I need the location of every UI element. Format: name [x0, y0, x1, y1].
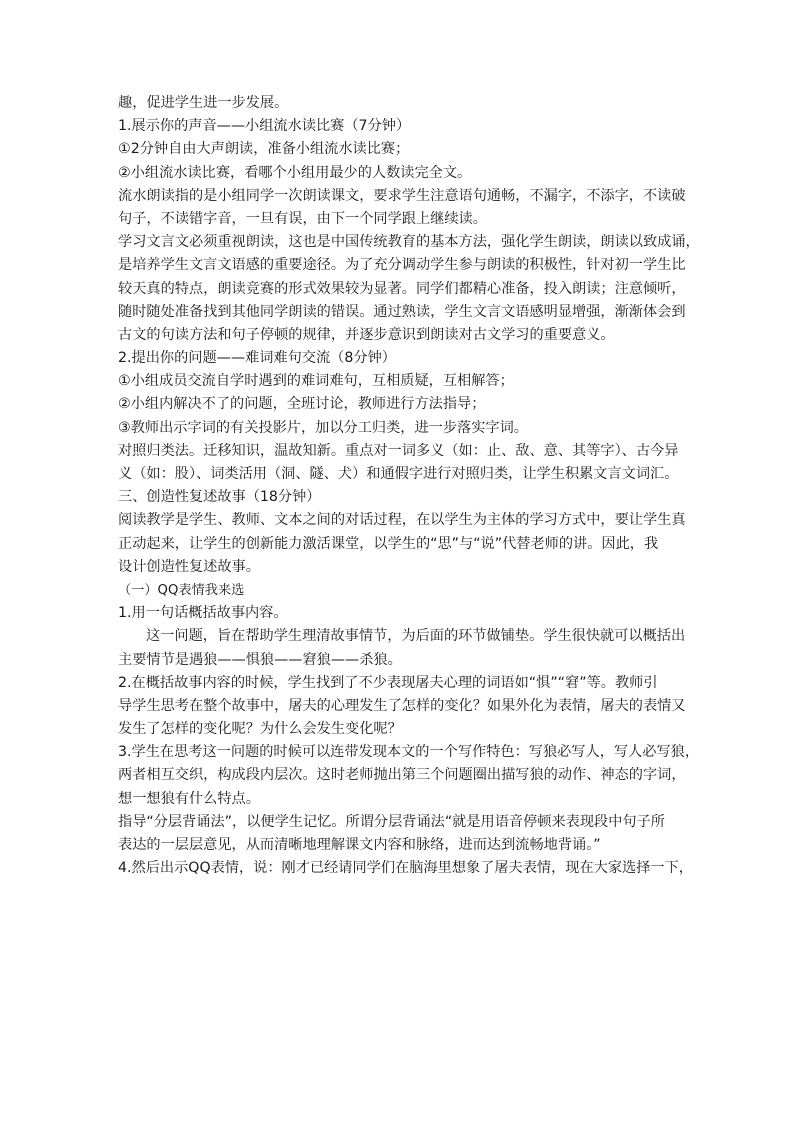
text-line: 趣，促进学生进一步发展。: [118, 95, 289, 111]
text-line: 是培养学生文言文语感的重要途径。为了充分调动学生参与朗读的积极性，针对初一学生比: [118, 257, 686, 274]
list-item-line: ③教师出示字词的有关投影片，加以分工归类，进一步落实字词。: [118, 419, 528, 436]
list-item-line: 1.用一句话概括故事内容。: [118, 605, 288, 622]
section-heading-line: 1.展示你的声音——小组流水读比赛（7分钟）: [118, 118, 411, 135]
text-line: 设计创造性复述故事。: [118, 558, 260, 575]
text-line: 句子，不读错字音，一旦有误，由下一个同学跟上继续读。: [118, 210, 487, 227]
text-line: 古文的句读方法和句子停顿的规律，并逐步意识到朗读对古文学习的重要意义。: [118, 326, 615, 343]
text-line: 指导“分层背诵法”，以便学生记忆。所谓分层背诵法“就是用语音停顿来表现段中句子所: [118, 813, 665, 830]
subsection-heading-line: （一）QQ表情我来选: [118, 582, 245, 598]
text-line: 义（如：股）、词类活用（洞、隧、犬）和通假字进行对照归类，让学生积累文言文词汇。: [118, 466, 679, 482]
section-heading-line: 三、创造性复述故事（18分钟）: [118, 489, 321, 506]
text-line: 表达的一层层意见，从而清晰地理解课文内容和脉络，进而达到流畅地背诵。”: [118, 837, 601, 853]
list-item-line: 2.在概括故事内容的时候，学生找到了不少表现屠夫心理的词语如“惧”“窘”等。教师引: [118, 674, 658, 691]
list-item-line: 4.然后出示QQ表情，说：刚才已经请同学们在脑海里想象了屠夫表情，现在大家选择一下，: [118, 860, 693, 877]
text-line: 随时随处准备找到其他同学朗读的错误。通过熟读，学生文言文语感明显增强，渐渐体会到: [118, 303, 686, 320]
text-line: 正动起来，让学生的创新能力激活课堂，以学生的“思”与“说”代替老师的讲。因此，我: [118, 535, 659, 552]
list-item-line: ①小组成员交流自学时遇到的难词难句，互相质疑，互相解答；: [118, 373, 514, 390]
text-line: 较天真的特点，朗读竞赛的形式效果较为显著。同学们都精心准备，投入朗读；注意倾听，: [118, 280, 686, 297]
list-item-line: 3.学生在思考这一问题的时候可以连带发现本文的一个写作特色：写狼必写人，写人必写狼，: [118, 744, 700, 761]
text-line: 两者相互交织，构成段内层次。这时老师抛出第三个问题圈出描写狼的动作、神态的字词，: [118, 767, 686, 784]
text-line: 阅读教学是学生、教师、文本之间的对话过程，在以学生为主体的学习方式中，要让学生真: [118, 512, 686, 529]
section-heading-line: 2.提出你的问题——难词难句交流（8分钟）: [118, 350, 396, 367]
text-line: 想一想狼有什么特点。: [118, 790, 260, 807]
list-item-line: ②小组流水读比赛，看哪个小组用最少的人数读完全文。: [118, 164, 472, 181]
document-body: [118, 92, 700, 880]
text-line: 主要情节是遇狼——惧狼——窘狼——杀狼。: [118, 651, 402, 668]
text-line: 对照归类法。迁移知识，温故知新。重点对一词多义（如：止、敌、意、其等字）、古今异: [118, 442, 679, 459]
text-line: 发生了怎样的变化呢？为什么会发生变化呢？: [118, 721, 402, 738]
text-line: 流水朗读指的是小组同学一次朗读课文，要求学生注意语句通畅，不漏字，不添字，不读破: [118, 187, 686, 204]
list-item-line: ①2分钟自由大声朗读，准备小组流水读比赛；: [118, 141, 410, 158]
list-item-line: ②小组内解决不了的问题，全班讨论，教师进行方法指导；: [118, 396, 486, 413]
text-line: 这一问题，旨在帮助学生理清故事情节，为后面的环节做铺垫。学生很快就可以概括出: [146, 628, 686, 645]
text-line: 学习文言文必须重视朗读，这也是中国传统教育的基本方法，强化学生朗读，朗读以致成诵，: [118, 234, 700, 251]
text-line: 导学生思考在整个故事中，屠夫的心理发生了怎样的变化？如果外化为表情，屠夫的表情又: [118, 697, 686, 714]
